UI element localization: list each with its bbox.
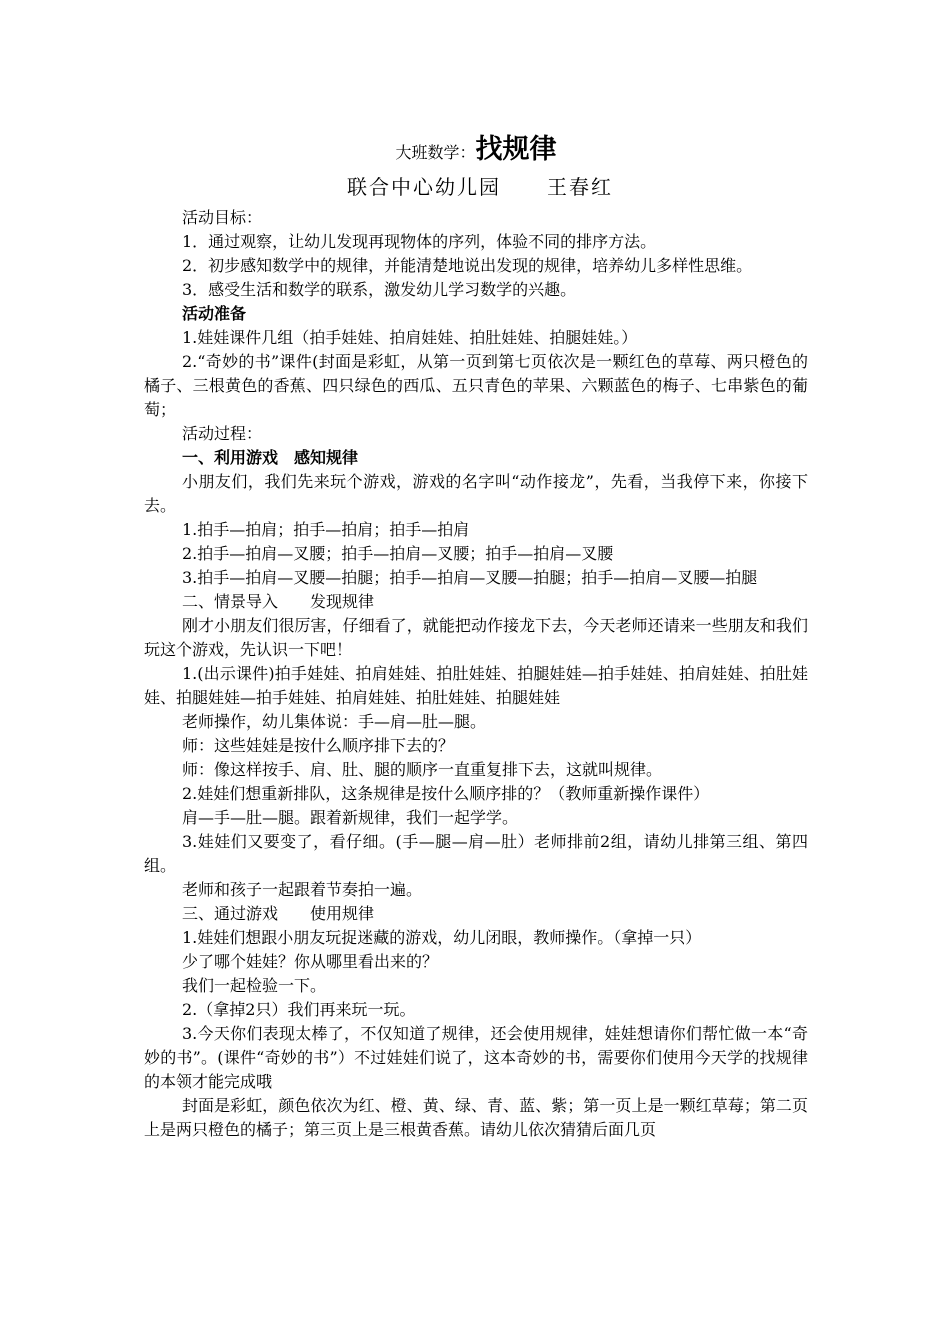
paragraph: 3.今天你们表现太棒了，不仅知道了规律，还会使用规律，娃娃想请你们帮忙做一本“奇妙的书”。(课件“奇妙的书”）不过娃娃们说了，这本奇妙的书，需要你们使用今天学的找规律的本领才能完成哦 xyxy=(144,1024,808,1091)
document-body xyxy=(144,206,808,1142)
paragraph: 3.拍手—拍肩—叉腰—拍腿；拍手—拍肩—叉腰—拍腿；拍手—拍肩—叉腰—拍腿 xyxy=(182,568,758,587)
paragraph: 活动目标： xyxy=(182,208,263,227)
paragraph: 3．感受生活和数学的联系，激发幼儿学习数学的兴趣。 xyxy=(182,280,577,299)
author-line xyxy=(144,172,808,202)
paragraph: 二、情景导入 发现规律 xyxy=(182,592,375,611)
paragraph: 活动准备 xyxy=(182,304,247,323)
paragraph: 2.“奇妙的书”课件(封面是彩虹，从第一页到第七页依次是一颗红色的草莓、两只橙色的橘子、三根黄色的香蕉、四只绿色的西瓜、五只青色的苹果、六颗蓝色的梅子、七串紫色的葡萄； xyxy=(144,352,808,419)
paragraph: 我们一起检验一下。 xyxy=(182,976,327,995)
paragraph: 少了哪个娃娃？你从哪里看出来的？ xyxy=(182,952,439,971)
paragraph: 师：像这样按手、肩、肚、腿的顺序一直重复排下去，这就叫规律。 xyxy=(182,760,663,779)
paragraph: 三、通过游戏 使用规律 xyxy=(182,904,375,923)
paragraph: 肩—手—肚—腿。跟着新规律，我们一起学学。 xyxy=(182,808,519,827)
paragraph: 2．初步感知数学中的规律，并能清楚地说出发现的规律，培养幼儿多样性思维。 xyxy=(182,256,753,275)
paragraph: 1.娃娃课件几组（拍手娃娃、拍肩娃娃、拍肚娃娃、拍腿娃娃。） xyxy=(182,328,638,347)
paragraph: 2.拍手—拍肩—叉腰；拍手—拍肩—叉腰；拍手—拍肩—叉腰 xyxy=(182,544,614,563)
paragraph: 师：这些娃娃是按什么顺序排下去的？ xyxy=(182,736,455,755)
title-prefix: 大班数学： xyxy=(395,143,476,162)
paragraph: 老师操作，幼儿集体说：手—肩—肚—腿。 xyxy=(182,712,487,731)
paragraph: 刚才小朋友们很厉害，仔细看了，就能把动作接龙下去，今天老师还请来一些朋友和我们玩这个游戏，先认识一下吧！ xyxy=(144,616,808,659)
paragraph: 小朋友们，我们先来玩个游戏，游戏的名字叫“动作接龙”，先看，当我停下来，你接下去。 xyxy=(144,472,808,515)
paragraph: 1.拍手—拍肩；拍手—拍肩；拍手—拍肩 xyxy=(182,520,470,539)
paragraph: 1.(出示课件)拍手娃娃、拍肩娃娃、拍肚娃娃、拍腿娃娃—拍手娃娃、拍肩娃娃、拍肚娃娃、拍腿娃娃—拍手娃娃、拍肩娃娃、拍肚娃娃、拍腿娃娃 xyxy=(144,664,808,707)
paragraph: 1.娃娃们想跟小朋友玩捉迷藏的游戏，幼儿闭眼，教师操作。（拿掉一只） xyxy=(182,928,702,947)
author-name: 王春红 xyxy=(547,175,613,199)
title-main: 找规律 xyxy=(475,134,557,165)
paragraph: 3.娃娃们又要变了，看仔细。(手—腿—肩—肚）老师排前2组，请幼儿排第三组、第四组。 xyxy=(144,832,808,875)
paragraph: 一、利用游戏 感知规律 xyxy=(182,448,359,467)
document-title xyxy=(144,128,808,172)
paragraph: 活动过程： xyxy=(182,424,263,443)
paragraph: 2.（拿掉2只）我们再来玩一玩。 xyxy=(182,1000,416,1019)
paragraph: 2.娃娃们想重新排队，这条规律是按什么顺序排的？（教师重新操作课件） xyxy=(182,784,710,803)
paragraph: 老师和孩子一起跟着节奏拍一遍。 xyxy=(182,880,423,899)
author-school: 联合中心幼儿园 xyxy=(347,175,501,199)
paragraph: 1．通过观察，让幼儿发现再现物体的序列，体验不同的排序方法。 xyxy=(182,232,657,251)
paragraph: 封面是彩虹，颜色依次为红、橙、黄、绿、青、蓝、紫；第一页上是一颗红草莓；第二页上是两只橙色的橘子；第三页上是三根黄香蕉。请幼儿依次猜猜后面几页 xyxy=(144,1096,808,1139)
document-page xyxy=(144,128,808,1142)
